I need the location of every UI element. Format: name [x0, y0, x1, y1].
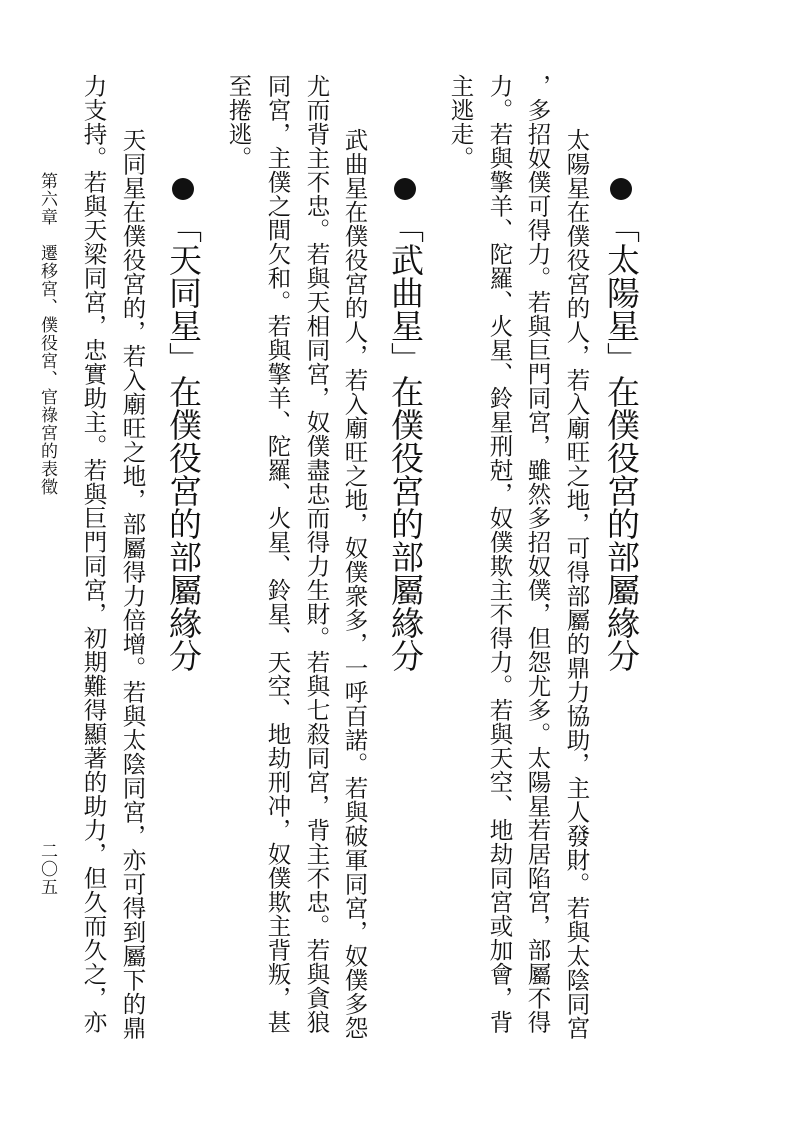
body-line: 太陽星在僕役宮的人，若入廟旺之地，可得部屬的鼎力協助，主人發財。若與太陰同宮 — [562, 128, 591, 1040]
running-footer-chapter: 第六章 遷移宮、僕役宮、官祿宮的表徵 — [37, 172, 57, 496]
section-heading-wuqu: 「武曲星」在僕役宮的部屬緣分 — [389, 178, 422, 672]
bullet-icon — [394, 178, 416, 200]
body-line: 主逃走。 — [446, 74, 475, 170]
body-line: 力。若與擎羊、陀羅、火星、鈴星刑尅，奴僕欺主不得力。若與天空、地劫同宮或加會，背 — [485, 74, 514, 1034]
body-line: 同宮，主僕之間欠和。若與擎羊、陀羅、火星、鈴星、天空、地劫刑冲，奴僕欺主背叛，甚 — [263, 74, 292, 1034]
body-line: ，多招奴僕可得力。若與巨門同宮，雖然多招奴僕，但怨尤多。太陽星若居陷宮，部屬不得 — [523, 74, 552, 1034]
body-line: 力支持。若與天梁同宮，忠實助主。若與巨門同宮，初期難得顯著的助力，但久而久之，亦 — [79, 74, 108, 1034]
bullet-icon — [610, 178, 632, 200]
section-heading-tiantong: 「天同星」在僕役宮的部屬緣分 — [167, 178, 200, 672]
body-line: 尤而背主不忠。若與天相同宮，奴僕盡忠而得力生財。若與七殺同宮，背主不忠。若與貪狼 — [302, 74, 331, 1034]
section-heading-taiyang: 「太陽星」在僕役宮的部屬緣分 — [605, 178, 638, 672]
page-number: 二〇五 — [37, 842, 57, 896]
body-line: 天同星在僕役宮的，若入廟旺之地，部屬得力倍增。若與太陰同宮，亦可得到屬下的鼎 — [118, 128, 147, 1040]
body-line: 武曲星在僕役宮的人，若入廟旺之地，奴僕衆多，一呼百諾。若與破軍同宮，奴僕多怨 — [340, 128, 369, 1040]
body-line: 至捲逃。 — [224, 74, 253, 170]
bullet-icon — [172, 178, 194, 200]
